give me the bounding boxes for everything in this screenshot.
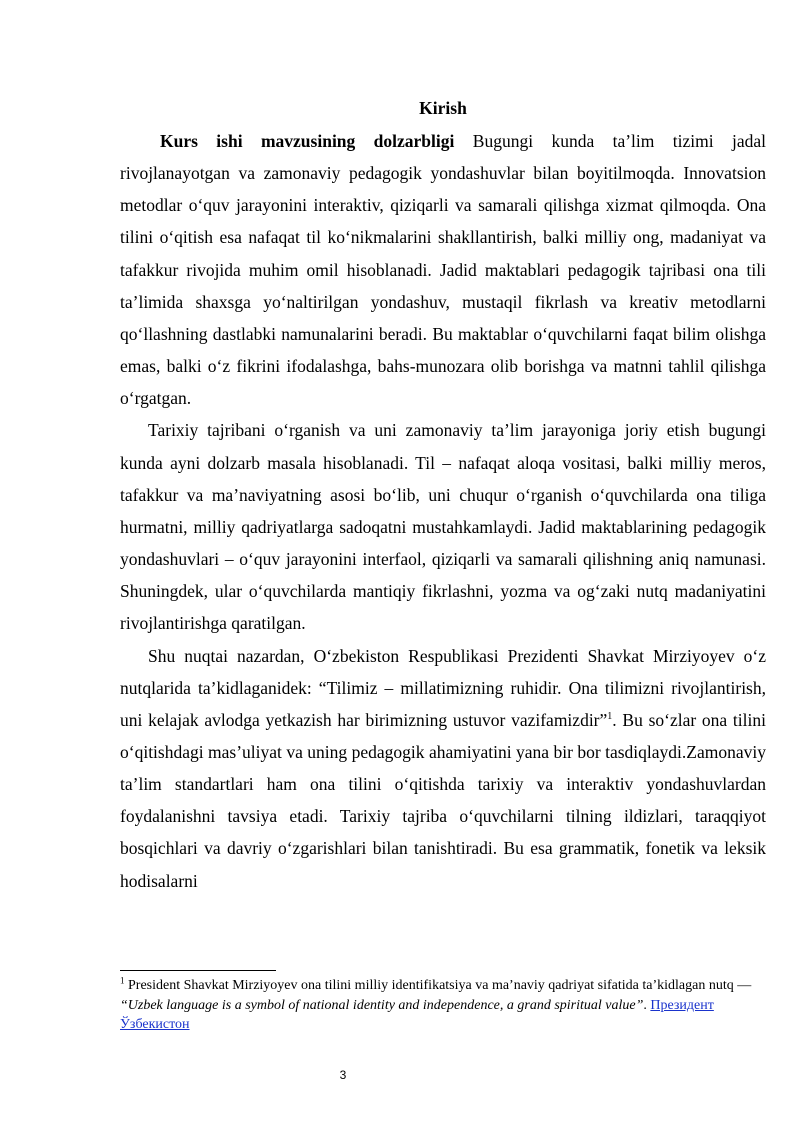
footnote-reference[interactable]: 1 xyxy=(607,710,613,722)
body-text xyxy=(120,125,766,897)
footnote-link[interactable]: Президент Ўзбекистон xyxy=(120,997,714,1032)
paragraph-text-after: . Bu soʻzlar ona tilini oʻqitishdagi mas’uliyat va uning pedagogik ahamiyatini yana bir bor tasdiqlaydi.Zamonaviy ta’lim standartlari ham ona tilini oʻqitishda tarixiy va interaktiv yondashuvlardan foydalanishni tavsiya etadi. Tarixiy tajriba oʻquvchilarni tilning ildizlari, taraqqiyot bosqichlari va davriy oʻzgarishlari bilan tanishtiradi. Bu esa grammatik, fonetik va leksik hodisalarni xyxy=(120,709,766,891)
paragraph-lead: Kurs ishi mavzusining dolzarbligi xyxy=(160,131,455,151)
footnote-separator-text: . xyxy=(643,997,651,1013)
paragraph-text: Tarixiy tajribani oʻrganish va uni zamonaviy ta’lim jarayoniga joriy etish bugungi kunda ayni dolzarb masala hisoblanadi. Til – nafaqat aloqa vositasi, balki milliy meros, tafakkur va ma’naviyatning asosi boʻlib, uni chuqur oʻrganish oʻquvchilarda ona tiliga hurmatni, milliy qadriyatlarga sadoqatni mustahkamlaydi. Jadid maktablarining pedagogik yondashuvlari – oʻquv jarayonini interfaol, qiziqarli va samarali qilishning aniq namunasi. Shuningdek, ular oʻquvchilarda mantiqiy fikrlashni, yozma va ogʻzaki nutq madaniyatini rivojlantirishga qaratilgan. xyxy=(120,420,766,634)
paragraph-3 xyxy=(120,640,766,897)
footnote-separator xyxy=(120,970,276,971)
footnote xyxy=(120,976,766,1035)
paragraph-text-before: Shu nuqtai nazardan, Oʻzbekiston Respublikasi Prezidenti Shavkat Mirziyoyev oʻz nutqlarida ta’kidlaganidek: “Tilimiz – millatimizning ruhidir. Ona tilimizni rivojlantirish, uni kelajak avlodga yetkazish har birimizning ustuvor vazifamizdir” xyxy=(120,645,766,730)
paragraph-1 xyxy=(120,125,766,414)
paragraph-text: Bugungi kunda ta’lim tizimi jadal rivojlanayotgan va zamonaviy pedagogik yondashuvlar bilan boyitilmoqda. Innovatsion metodlar oʻquv jarayonini interaktiv, qiziqarli va samarali qilishga xizmat qilmoqda. Ona tilini oʻqitish esa nafaqat til koʻnikmalarini shakllantirish, balki milliy ong, madaniyat va tafakkur rivojida muhim omil hisoblanadi. Jadid maktablari pedagogik tajribasi ona tili ta’limida shaxsga yoʻnaltirilgan yondashuv, mustaqil fikrlash va kreativ metodlarni qoʻllashning dastlabki namunalarini beradi. Bu maktablar oʻquvchilarni faqat bilim olishga emas, balki oʻz fikrini ifodalashga, bahs-munozara olib borishga va matnni tahlil qilishga oʻrgatgan. xyxy=(120,131,767,409)
page-heading: Kirish xyxy=(419,98,467,118)
footnote-text: President Shavkat Mirziyoyev ona tilini milliy identifikatsiya va ma’naviy qadriyat sifatida ta’kidlagan nutq — xyxy=(124,978,752,993)
page-number: 3 xyxy=(339,1068,347,1082)
footnote-number: 1 xyxy=(120,975,125,986)
paragraph-2 xyxy=(120,414,766,639)
footnote-quote: “Uzbek language is a symbol of national identity and independence, a grand spiritual value” xyxy=(120,997,644,1013)
